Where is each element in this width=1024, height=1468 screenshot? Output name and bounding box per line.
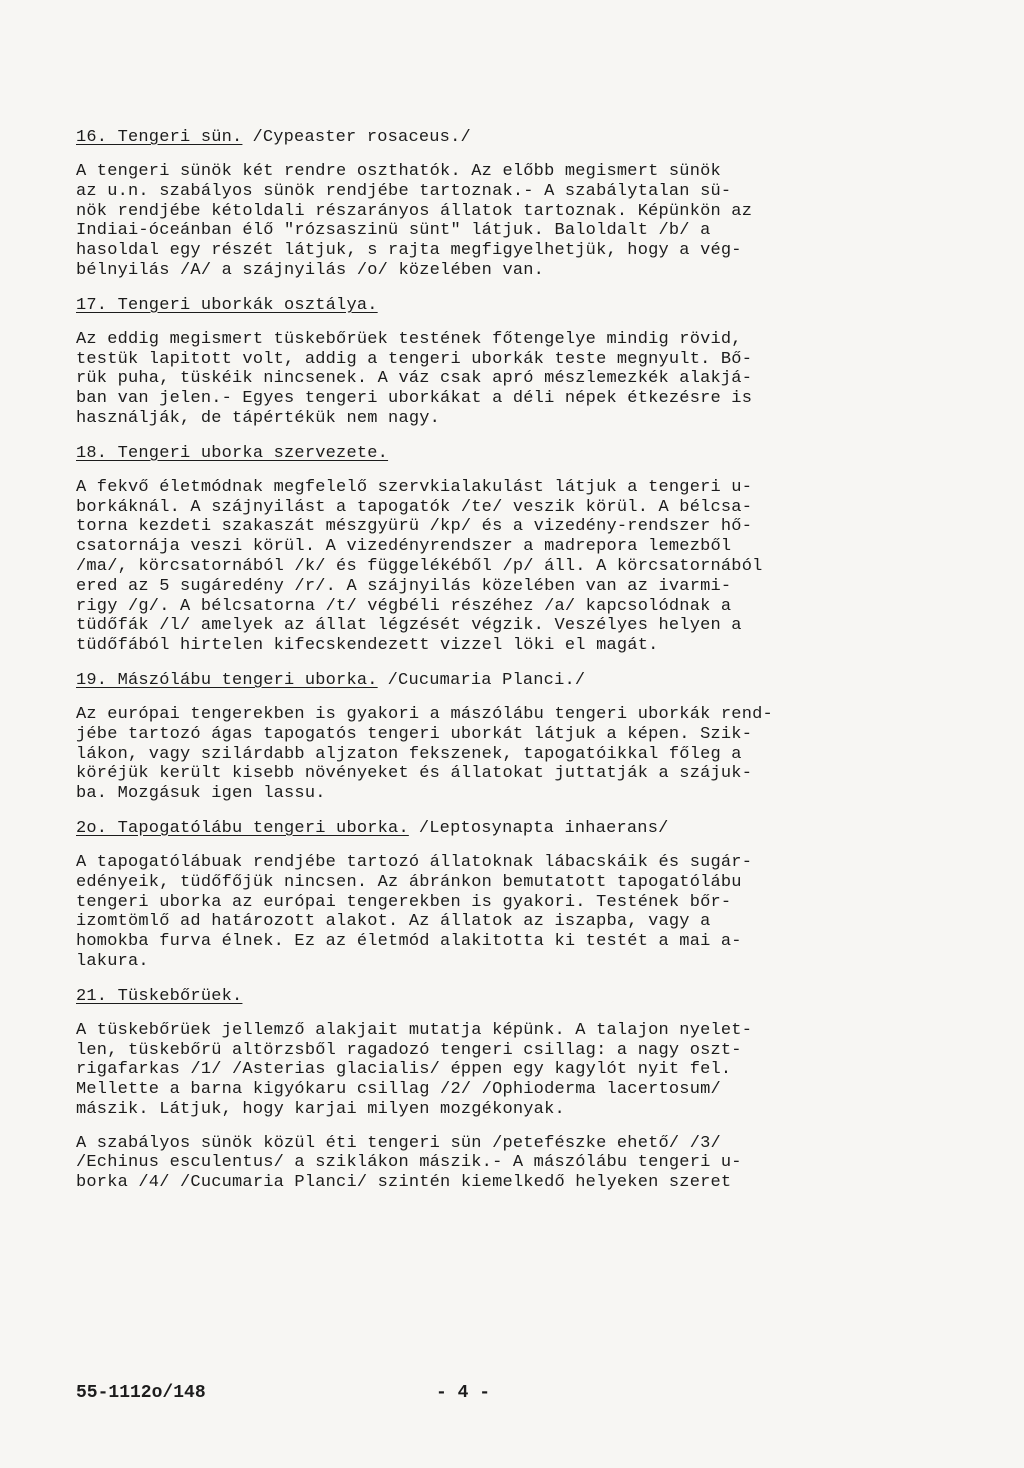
- section-17: [76, 295, 876, 429]
- text-line: A tüskebőrüek jellemző alakjait mutatja képünk. A talajon nyelet-: [76, 1020, 753, 1040]
- section-heading: [76, 443, 876, 464]
- paragraph: [76, 1021, 876, 1120]
- text-line: A tapogatólábuak rendjébe tartozó állatoknak lábacskáik és sugár-: [76, 852, 753, 872]
- text-line: használják, de tápértékük nem nagy.: [76, 408, 441, 428]
- section-title: 19. Mászólábu tengeri uborka.: [76, 670, 378, 690]
- text-line: edényeik, tüdőfőjük nincsen. Az ábránkon bemutatott tapogatólábu: [76, 872, 742, 892]
- text-line: tüdőfák /l/ amelyek az állat légzését végzik. Veszélyes helyen a: [76, 616, 742, 636]
- section-16: [76, 127, 876, 281]
- text-line: borka /4/ /Cucumaria Planci/ szintén kiemelkedő helyeken szeret: [76, 1173, 732, 1193]
- latin-name: /Cucumaria Planci./: [387, 670, 586, 690]
- text-line: /Echinus esculentus/ a sziklákon mászik.- A mászólábu tengeri u-: [76, 1153, 742, 1173]
- text-line: Mellette a barna kigyókaru csillag /2/ /Ophioderma lacertosum/: [76, 1080, 721, 1100]
- text-line: A fekvő életmódnak megfelelő szervkialakulást látjuk a tengeri u-: [76, 477, 753, 497]
- section-title: 16. Tengeri sün.: [76, 128, 243, 147]
- text-line: nök rendjébe kétoldali részarányos állatok tartoznak. Képünkön az: [76, 201, 753, 221]
- text-line: rük puha, tüskéik nincsenek. A váz csak apró mészlemezkék alakjá-: [76, 369, 753, 389]
- text-line: Az európai tengerekben is gyakori a mászólábu tengeri uborkák rend-: [76, 704, 773, 724]
- text-line: /ma/, körcsatornából /k/ és függelékéből /p/ áll. A körcsatornából: [76, 556, 763, 576]
- text-line: rigafarkas /1/ /Asterias glacialis/ éppen egy kagylót nyit fel.: [76, 1060, 732, 1080]
- text-line: lákon, vagy szilárdabb aljzaton fekszenek, tapogatóikkal főleg a: [76, 744, 742, 764]
- document-code: 55-1112o/148: [76, 1383, 206, 1403]
- paragraph: [76, 162, 876, 281]
- paragraph: [76, 478, 876, 656]
- text-line: ban van jelen.- Egyes tengeri uborkákat a déli népek étkezésre is: [76, 389, 753, 409]
- paragraph: [76, 1134, 876, 1193]
- text-line: len, tüskebőrü altörzsből ragadozó tengeri csillag: a nagy oszt-: [76, 1040, 742, 1060]
- page-number: - 4 -: [436, 1383, 491, 1403]
- section-19: [76, 670, 876, 804]
- text-line: bélnyilás /A/ a szájnyilás /o/ közelében van.: [76, 260, 545, 280]
- section-21: [76, 986, 876, 1193]
- text-line: homokba furva élnek. Ez az életmód alakitotta ki testét a mai a-: [76, 932, 742, 952]
- section-18: [76, 443, 876, 656]
- section-title: 21. Tüskebőrüek.: [76, 986, 243, 1006]
- document-body: [76, 127, 876, 1207]
- text-line: Indiai-óceánban élő "rózsaszinü sünt" látjuk. Baloldalt /b/ a: [76, 221, 711, 241]
- text-line: ered az 5 sugáredény /r/. A szájnyilás közelében van az ivarmi-: [76, 576, 732, 596]
- section-title: 18. Tengeri uborka szervezete.: [76, 443, 389, 463]
- text-line: izomtömlő ad határozott alakot. Az állatok az iszapba, vagy a: [76, 912, 711, 932]
- text-line: tengeri uborka az európai tengerekben is gyakori. Testének bőr-: [76, 892, 732, 912]
- latin-name: /Leptosynapta inhaerans/: [418, 818, 669, 838]
- section-heading: [76, 295, 876, 316]
- section-heading: [76, 670, 876, 691]
- text-line: köréjük került kisebb növényeket és állatokat juttatják a szájuk-: [76, 764, 753, 784]
- section-20: [76, 818, 876, 972]
- section-heading: [76, 127, 876, 148]
- section-heading: [76, 818, 876, 839]
- text-line: lakura.: [76, 951, 149, 971]
- text-line: csatornája veszi körül. A vizedényrendszer a madrepora lemezből: [76, 537, 732, 557]
- latin-name: /Cypeaster rosaceus./: [252, 128, 471, 147]
- text-line: jébe tartozó ágas tapogatós tengeri uborkát látjuk a képen. Szik-: [76, 724, 753, 744]
- text-line: torna kezdeti szakaszát mészgyürü /kp/ és a vizedény-rendszer hő-: [76, 517, 753, 537]
- text-line: A szabályos sünök közül éti tengeri sün /petefészke ehető/ /3/: [76, 1133, 721, 1153]
- section-title: 17. Tengeri uborkák osztálya.: [76, 295, 378, 315]
- paragraph: [76, 705, 876, 804]
- section-title: 2o. Tapogatólábu tengeri uborka.: [76, 818, 409, 838]
- section-heading: [76, 986, 876, 1007]
- text-line: tüdőfából hirtelen kifecskendezett vizzel löki el magát.: [76, 636, 659, 656]
- text-line: A tengeri sünök két rendre oszthatók. Az előbb megismert sünök: [76, 162, 721, 181]
- text-line: hasoldal egy részét látjuk, s rajta megfigyelhetjük, hogy a vég-: [76, 241, 742, 261]
- text-line: borkáknál. A szájnyilást a tapogatók /te/ veszik körül. A bélcsa-: [76, 497, 753, 517]
- text-line: testük lapitott volt, addig a tengeri uborkák teste megnyult. Bő-: [76, 349, 753, 369]
- paragraph: [76, 853, 876, 972]
- text-line: mászik. Látjuk, hogy karjai milyen mozgékonyak.: [76, 1099, 565, 1119]
- text-line: Az eddig megismert tüskebőrüek testének főtengelye mindig rövid,: [76, 329, 742, 349]
- text-line: ba. Mozgásuk igen lassu.: [76, 784, 326, 804]
- text-line: rigy /g/. A bélcsatorna /t/ végbéli részéhez /a/ kapcsolódnak a: [76, 596, 732, 616]
- paragraph: [76, 330, 876, 429]
- text-line: az u.n. szabályos sünök rendjébe tartoznak.- A szabálytalan sü-: [76, 181, 732, 201]
